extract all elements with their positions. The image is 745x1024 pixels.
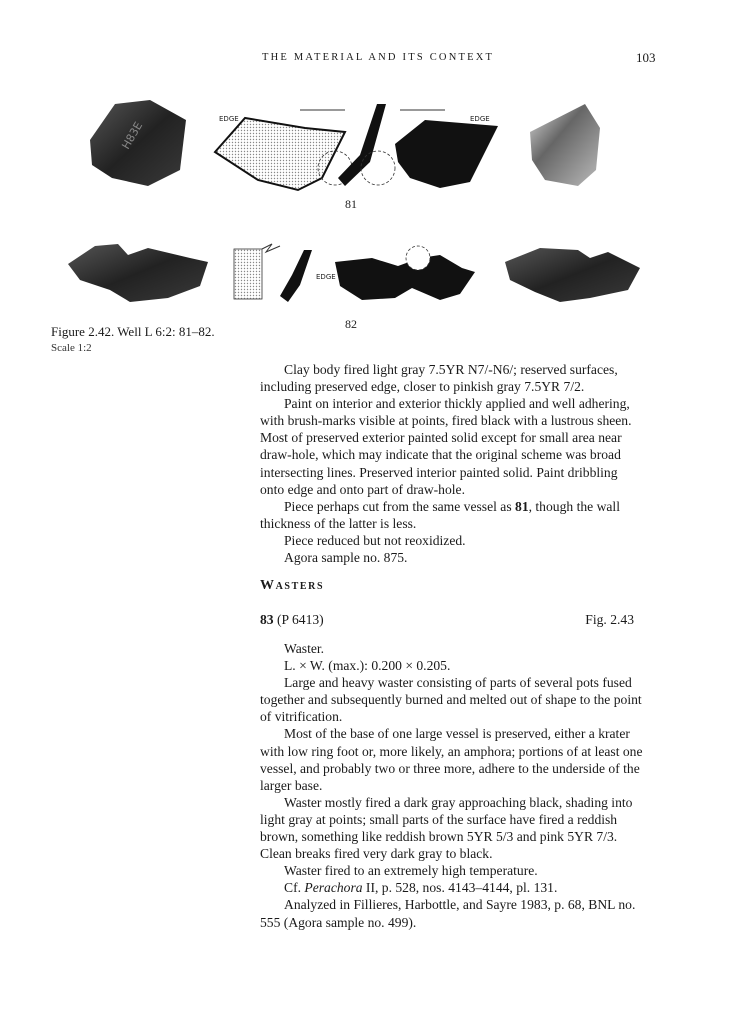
sherd-82-section-drawing (234, 249, 262, 299)
description-82 (260, 361, 645, 566)
cf-suffix: II, p. 528, nos. 4143–4144, pl. 131. (362, 880, 558, 896)
edge-label-1: EDGE (219, 115, 239, 123)
inventory-number: (P 6413) (277, 612, 324, 627)
entry-number: 83 (260, 612, 274, 627)
caption-scale: Scale 1:2 (51, 342, 92, 354)
paragraph: L. × W. (max.): 0.200 × 0.205. (284, 658, 451, 674)
edge-label-2: EDGE (470, 115, 490, 123)
sherd-81-interior-drawing (395, 120, 498, 188)
paragraph (260, 879, 645, 896)
edge-label-3: EDGE (316, 273, 336, 281)
figure-label-81: 81 (345, 197, 357, 211)
sherd-82-exterior-drawing (335, 255, 475, 300)
description-83 (260, 640, 645, 931)
section-heading: Wasters (260, 578, 325, 593)
paragraph: Piece reduced but not reoxidized. (284, 532, 466, 548)
cf-prefix: Cf. (284, 880, 305, 896)
sherd-82-profile (280, 250, 312, 302)
sherd-inscription: H83E (119, 119, 146, 152)
figure-label-82: 82 (345, 317, 357, 331)
figure-caption (51, 324, 215, 356)
entry-id (260, 612, 324, 628)
caption-text: Figure 2.42. Well L 6:2: 81–82. (51, 324, 215, 339)
paragraph: Clay body fired light gray 7.5YR N7/-N6/; reserved surfaces, including preserved edge, closer to pinkish gray 7.5YR 7/2. (260, 362, 618, 395)
paragraph: Waster. (284, 641, 325, 656)
paragraph (260, 498, 645, 532)
paragraph: Waster mostly fired a dark gray approaching black, shading into light gray at points; small parts of the surface have fired a reddish brown, something like reddish brown 5YR 5/3 and pink 5YR 7/3. Clean breaks fired very dark gray to black. (260, 794, 633, 862)
paragraph: Agora sample no. 875. (284, 550, 408, 566)
paragraph: Large and heavy waster consisting of parts of several pots fused together and subsequently burned and melted out of shape to the point of vitrification. (260, 675, 642, 725)
paragraph: Waster fired to an extremely high temperature. (284, 863, 538, 879)
break-line (262, 244, 280, 252)
cross-ref-81: 81 (515, 498, 529, 514)
sherd-82-interior-photo (505, 248, 640, 302)
sherd-81-exterior-photo (90, 100, 186, 186)
paragraph: Analyzed in Fillieres, Harbottle, and Sayre 1983, p. 68, BNL no. 555 (Agora sample no. 499). (260, 897, 636, 930)
paragraph: Paint on interior and exterior thickly applied and well adhering, with brush-marks visible at points, fired black with a lustrous sheen. Most of preserved exterior painted solid except for small area near draw-hole, which may indicate that the original scheme was broad intersecting lines. Preserved interior painted solid. Paint dribbling onto edge and onto part of draw-hole. (260, 396, 632, 497)
fig-ref: Fig. 2.43 (585, 612, 634, 627)
p3-after: , though the wall thickness of the latter is less. (260, 498, 620, 531)
sherd-81-interior-photo (530, 104, 600, 186)
p3-before: Piece perhaps cut from the same vessel as (284, 498, 516, 514)
sherd-81-exterior-drawing (215, 118, 345, 190)
catalogue-entry-header (260, 612, 634, 628)
paragraph: Most of the base of one large vessel is preserved, either a krater with low ring foot or, more likely, an amphora; portions of at least one vessel, and probably two or three more, adhere to the underside of the larger base. (260, 726, 643, 793)
figure-2-42 (0, 0, 745, 340)
running-title: THE MATERIAL AND ITS CONTEXT (262, 52, 495, 63)
draw-hole-3 (406, 246, 430, 270)
sherd-82-exterior-photo (68, 244, 208, 302)
page-number: 103 (636, 50, 656, 65)
cf-title: Perachora (304, 880, 363, 896)
draw-hole-2 (361, 151, 395, 185)
